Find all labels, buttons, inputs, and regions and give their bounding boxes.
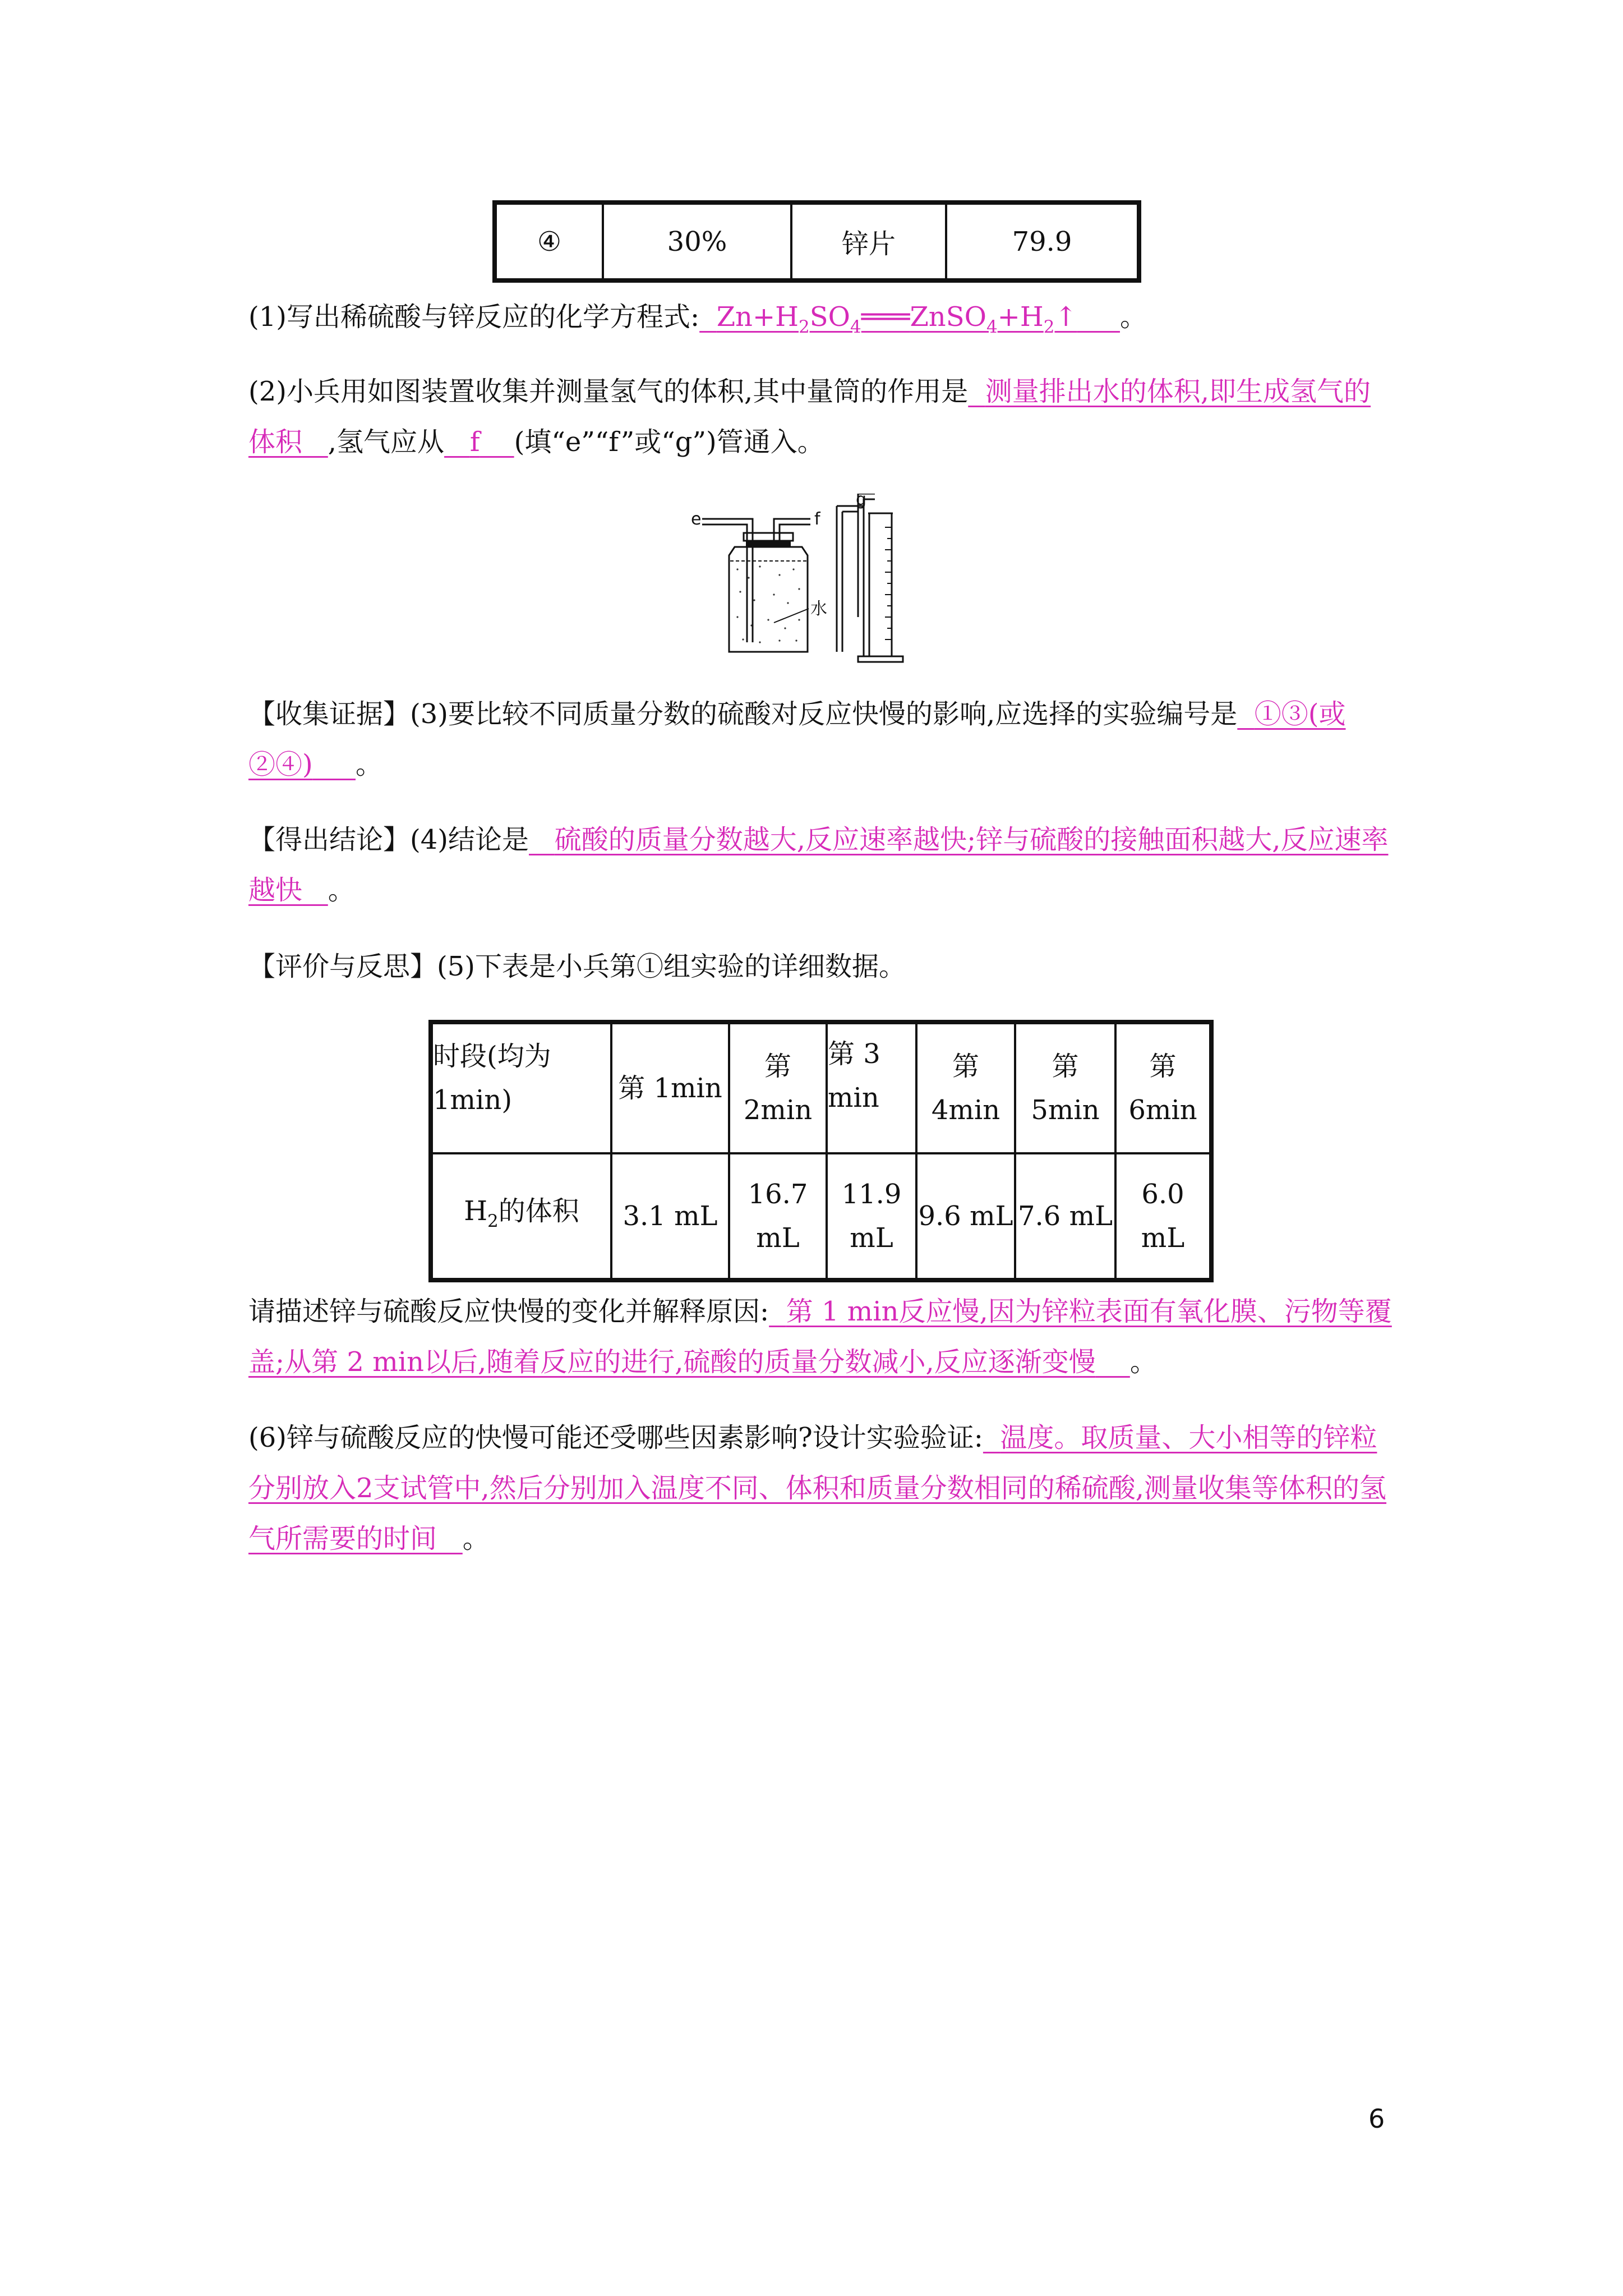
table-header-cell: 第 5min: [1015, 1022, 1115, 1153]
table-row-label: $H_2$的体积: [431, 1153, 611, 1280]
question-6: (6)锌与硫酸反应的快慢可能还受哪些因素影响?设计实验验证: 温度。取质量、大小相等的锌粒分别放入2支试管中,然后分别加入温度不同、体积和质量分数相同的稀硫酸,测量收集等体积的氢气所需要的时间 。: [248, 1422, 1387, 1554]
answer-2b: f: [469, 426, 480, 458]
measuring-cylinder-figure: [824, 494, 937, 668]
table-header-cell: 第 3 min: [827, 1022, 916, 1153]
table-header-cell: 时段(均为1min): [431, 1022, 611, 1153]
table-header-cell: 第 1min: [611, 1022, 729, 1153]
table-cell: 16.7 mL: [729, 1153, 827, 1280]
answer-3: ①③(或②④): [248, 698, 1346, 780]
table-cell: 9.6 mL: [916, 1153, 1015, 1280]
answer-4: 硫酸的质量分数越大,反应速率越快;锌与硫酸的接触面积越大,反应速率越快: [248, 824, 1389, 906]
table-row: [495, 203, 1139, 280]
question-4: 【得出结论】(4)结论是 硫酸的质量分数越大,反应速率越快;锌与硫酸的接触面积越大,反应速率越快 。: [248, 824, 1389, 906]
data-table-hydrogen-volume: [428, 1020, 1214, 1282]
table-cell: 7.6 mL: [1015, 1153, 1115, 1280]
answer-5: 第 1 min反应慢,因为锌粒表面有氧化膜、污物等覆盖;从第 2 min以后,随着反应的进行,硫酸的质量分数减小,反应逐渐变慢: [248, 1296, 1392, 1378]
data-table-top: [492, 200, 1141, 283]
table-cell: 30%: [603, 203, 791, 280]
table-header-cell: 第 2min: [729, 1022, 827, 1153]
question-3: 【收集证据】(3)要比较不同质量分数的硫酸对反应快慢的影响,应选择的实验编号是 ①③(或②④) 。: [248, 698, 1346, 780]
answer-2a: 测量排出水的体积,即生成氢气的体积: [248, 376, 1371, 458]
table-cell: 锌片: [791, 203, 946, 280]
tube-f-label: f: [814, 509, 820, 529]
water-label: 水: [810, 599, 827, 619]
table-row: [431, 1153, 1211, 1280]
table-cell: 79.9: [946, 203, 1139, 280]
table-header-cell: 第 4min: [916, 1022, 1015, 1153]
question-2: (2)小兵用如图装置收集并测量氢气的体积,其中量筒的作用是 测量排出水的体积,即生成氢气的体积 ,氢气应从 f (填“e”“f”或“g”)管通入。: [248, 376, 1371, 458]
table-cell: ④: [495, 203, 603, 280]
question-5: 【评价与反思】(5)下表是小兵第①组实验的详细数据。: [248, 951, 906, 982]
tube-g-label: g: [856, 494, 867, 509]
table-cell: 3.1 mL: [611, 1153, 729, 1280]
table-cell: 6.0 mL: [1115, 1153, 1211, 1280]
question-1: (1)写出稀硫酸与锌反应的化学方程式: $Zn+H_2SO_4═══ZnSO_4+H_2↑$ 。: [248, 301, 1147, 337]
question-5b: 请描述锌与硫酸反应快慢的变化并解释原因: 第 1 min反应慢,因为锌粒表面有氧化膜、污物等覆盖;从第 2 min以后,随着反应的进行,硫酸的质量分数减小,反应逐渐变慢 。: [248, 1296, 1392, 1378]
page-number: 6: [1368, 2104, 1385, 2134]
table-header-cell: 第 6min: [1115, 1022, 1211, 1153]
table-cell: 11.9 mL: [827, 1153, 916, 1280]
answer-1: $Zn+H_2SO_4═══ZnSO_4+H_2↑$: [716, 301, 1077, 337]
table-header-row: [431, 1022, 1211, 1153]
answer-6: 温度。取质量、大小相等的锌粒分别放入2支试管中,然后分别加入温度不同、体积和质量分数相同的稀硫酸,测量收集等体积的氢气所需要的时间: [248, 1422, 1387, 1554]
tube-e-label: e: [691, 509, 702, 529]
